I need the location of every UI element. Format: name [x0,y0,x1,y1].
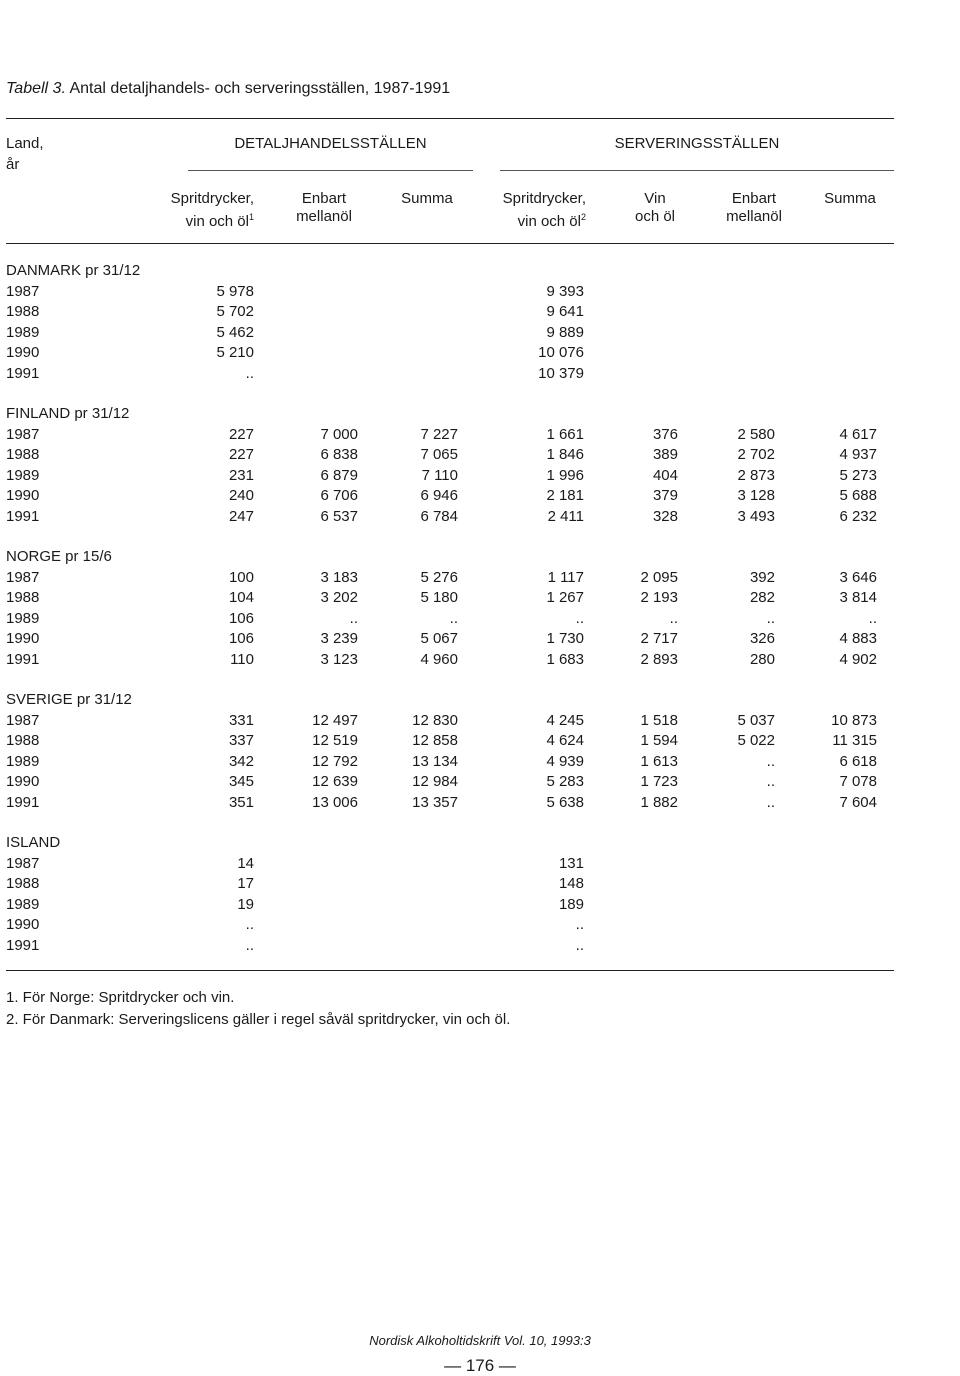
col-header-2-line1: Enbart [301,190,347,207]
header-land: Land, [6,135,44,152]
row-year: 1989 [6,752,40,770]
top-rule [6,118,894,119]
row-year: 1991 [6,508,40,525]
table-cell: 331 [228,711,254,729]
table-cell: 392 [749,568,775,586]
table-cell: .. [669,609,678,627]
header-group-detalj: DETALJHANDELSSTÄLLEN [234,135,427,152]
table-cell: 9 641 [546,303,584,321]
col-header-6 [708,190,800,226]
col-header-2 [278,190,370,226]
table-cell: 1 730 [546,630,584,648]
table-cell: 240 [228,487,254,505]
col-header-1-line2: vin och $öl^1$ [185,212,254,230]
table-cell: 104 [228,589,254,607]
header-bottom-rule [6,243,894,244]
table-cell: 326 [749,630,775,648]
table-cell: 6 838 [320,446,358,464]
table-cell: 3 239 [320,630,358,648]
table-cell: 12 639 [312,773,358,791]
table-cell: 106 [228,630,254,648]
table-cell: 3 814 [839,589,877,607]
table-cell: 10 873 [831,711,877,729]
table-cell: 5 462 [216,323,254,341]
header-group-servering: SERVERINGSSTÄLLEN [614,135,780,152]
table-cell: 10 076 [538,344,584,362]
table-cell: 282 [749,589,775,607]
col-header-5 [612,190,698,226]
table-title-text: Antal detaljhandels- och serveringsställen, 1987-1991 [69,80,451,97]
row-year: 1989 [6,609,40,627]
row-year: 1990 [6,773,40,791]
row-year: 1990 [6,344,40,362]
table-cell: 5 978 [216,282,254,300]
row-year: 1990 [6,630,40,648]
table-cell: 12 497 [312,711,358,729]
table-cell: 100 [228,568,254,586]
table-cell: 2 893 [640,651,678,668]
col-header-4 [464,190,586,231]
section-title: NORGE pr 15/6 [6,548,112,565]
header-ar: år [6,156,20,173]
table-cell: 5 638 [546,794,584,811]
col-header-1-line1: Spritdrycker, [170,190,254,207]
table-cell: 5 273 [839,466,877,484]
section-title: DANMARK pr 31/12 [6,262,141,279]
table-cell: 280 [749,651,775,668]
table-cell: 1 267 [546,589,584,607]
table-cell: 4 617 [839,425,877,443]
table-cell: 2 580 [737,425,775,443]
table-cell: 6 706 [320,487,358,505]
table-cell: 12 519 [312,732,358,750]
journal-footer: Nordisk Alkoholtidskrift Vol. 10, 1993:3 [369,1333,591,1348]
table-cell: 4 624 [546,732,584,750]
table-cell: 110 [230,651,254,668]
table-cell: .. [575,916,584,934]
header-group-detalj-rule [188,170,473,171]
row-year: 1991 [6,937,40,954]
col-header-1 [134,190,254,231]
table-cell: 337 [228,732,254,750]
table-cell: 5 702 [216,303,254,321]
table-cell: 11 315 [832,732,877,750]
table-cell: .. [349,609,358,627]
table-cell: .. [575,937,584,954]
table-cell: 5 022 [737,732,775,750]
bottom-rule [6,970,894,971]
section-title: FINLAND pr 31/12 [6,405,130,422]
footnote-ref-2: 2 [580,212,586,222]
table-cell: 13 357 [412,794,458,811]
table-cell: 3 202 [320,589,358,607]
table-cell: 3 493 [737,508,775,525]
table-cell: 3 123 [320,651,358,668]
table-cell: 4 939 [546,752,584,770]
table-cell: 5 276 [420,568,458,586]
table-cell: 7 604 [839,794,877,811]
table-cell: 10 379 [538,365,584,382]
table-cell: 1 683 [546,651,584,668]
table-cell: .. [766,752,775,770]
table-cell: 1 518 [640,711,678,729]
col-header-5-line1: Vin [644,190,666,207]
table-cell: 227 [228,446,254,464]
footnote-2: 2. För Danmark: Serveringslicens gäller i regel såväl spritdrycker, vin och öl. [6,1011,511,1028]
table-cell: 3 183 [320,568,358,586]
table-cell: 13 006 [312,794,358,811]
table-cell: 351 [228,794,254,811]
row-year: 1989 [6,323,40,341]
col-header-4-line1: Spritdrycker, [502,190,586,207]
table-cell: 227 [228,425,254,443]
footnote-ref-1: 1 [248,212,254,222]
row-year: 1987 [6,568,40,586]
table-cell: 2 095 [640,568,678,586]
table-cell: 148 [558,875,584,893]
table-cell: 6 946 [420,487,458,505]
table-cell: 4 937 [839,446,877,464]
section-title: SVERIGE pr 31/12 [6,691,132,708]
table-cell: 4 902 [839,651,877,668]
table-cell: 3 128 [737,487,775,505]
table-cell: 12 792 [312,752,358,770]
table-cell: .. [245,365,254,382]
table-cell: 6 232 [839,508,877,525]
col-header-7-line1: Summa [824,190,876,207]
table-cell: .. [449,609,458,627]
table-cell: 6 537 [320,508,358,525]
row-year: 1987 [6,425,40,443]
row-year: 1991 [6,365,40,382]
row-year: 1989 [6,895,40,913]
table-cell: 389 [652,446,678,464]
table-cell: .. [766,773,775,791]
table-cell: 5 180 [420,589,458,607]
col-header-3-line1: Summa [401,190,453,207]
table-cell: 5 210 [216,344,254,362]
row-year: 1987 [6,711,40,729]
table-cell: .. [766,794,775,811]
table-cell: 12 984 [412,773,458,791]
table-cell: 1 846 [546,446,584,464]
row-year: 1987 [6,282,40,300]
table-cell: 5 283 [546,773,584,791]
table-cell: 14 [237,854,254,872]
table-cell: 2 193 [640,589,678,607]
table-cell: 1 594 [640,732,678,750]
table-cell: 345 [228,773,254,791]
table-cell: .. [245,916,254,934]
footnote-1: 1. För Norge: Spritdrycker och vin. [6,989,235,1006]
table-cell: 106 [228,609,254,627]
table-cell: 376 [652,425,678,443]
table-cell: 4 883 [839,630,877,648]
table-title-prefix: Tabell 3. [6,80,66,97]
col-header-6-line1: Enbart [731,190,777,207]
table-cell: 6 879 [320,466,358,484]
row-year: 1988 [6,732,40,750]
table-cell: 5 067 [420,630,458,648]
table-cell: 379 [652,487,678,505]
table-cell: 9 889 [546,323,584,341]
table-cell: 6 618 [839,752,877,770]
row-year: 1989 [6,466,40,484]
table-cell: .. [766,609,775,627]
table-cell: 7 227 [420,425,458,443]
row-year: 1991 [6,794,40,811]
table-cell: 2 873 [737,466,775,484]
table-cell: 231 [228,466,254,484]
table-cell: 1 613 [640,752,678,770]
table-cell: .. [575,609,584,627]
table-cell: 5 037 [737,711,775,729]
table-cell: 1 882 [640,794,678,811]
table-cell: 2 717 [640,630,678,648]
table-cell: 6 784 [420,508,458,525]
table-cell: 2 181 [546,487,584,505]
table-cell: 19 [237,895,254,913]
table-cell: 1 661 [546,425,584,443]
table-cell: 2 411 [547,508,584,525]
header-group-servering-rule [500,170,894,171]
col-header-6-line2: mellanöl [726,208,782,225]
table-cell: 7 000 [320,425,358,443]
section-title: ISLAND [6,834,61,851]
table-cell: 12 858 [412,732,458,750]
table-cell: 2 702 [737,446,775,464]
col-header-4-line2: vin och $öl^2$ [517,212,586,230]
table-cell: 1 723 [640,773,678,791]
row-year: 1990 [6,487,40,505]
col-header-3 [384,190,470,208]
row-year: 1990 [6,916,40,934]
col-header-7 [806,190,894,208]
table-cell: 131 [558,854,584,872]
col-header-5-line2: och öl [634,208,676,225]
table-cell: 13 134 [412,752,458,770]
table-cell: 3 646 [839,568,877,586]
table-cell: 7 110 [421,466,458,484]
table-cell: 328 [652,508,678,525]
row-year: 1988 [6,875,40,893]
table-cell: 12 830 [412,711,458,729]
table-cell: 404 [652,466,678,484]
row-year: 1987 [6,854,40,872]
row-year: 1988 [6,589,40,607]
page-number: — 176 — [444,1356,516,1375]
table-cell: 4 960 [420,651,458,668]
col-header-2-line2: mellanöl [296,208,352,225]
table-cell: 247 [228,508,254,525]
table-cell: 4 245 [546,711,584,729]
table-cell: 1 996 [546,466,584,484]
table-cell: 342 [228,752,254,770]
table-cell: 189 [558,895,584,913]
table-cell: 5 688 [839,487,877,505]
table-cell: 17 [237,875,254,893]
table-title [6,80,450,98]
table-cell: .. [868,609,877,627]
table-cell: .. [245,937,254,954]
row-year: 1988 [6,446,40,464]
table-cell: 7 065 [420,446,458,464]
row-year: 1988 [6,303,40,321]
table-cell: 7 078 [839,773,877,791]
table-cell: 1 117 [547,568,584,586]
row-year: 1991 [6,651,40,668]
table-cell: 9 393 [546,282,584,300]
